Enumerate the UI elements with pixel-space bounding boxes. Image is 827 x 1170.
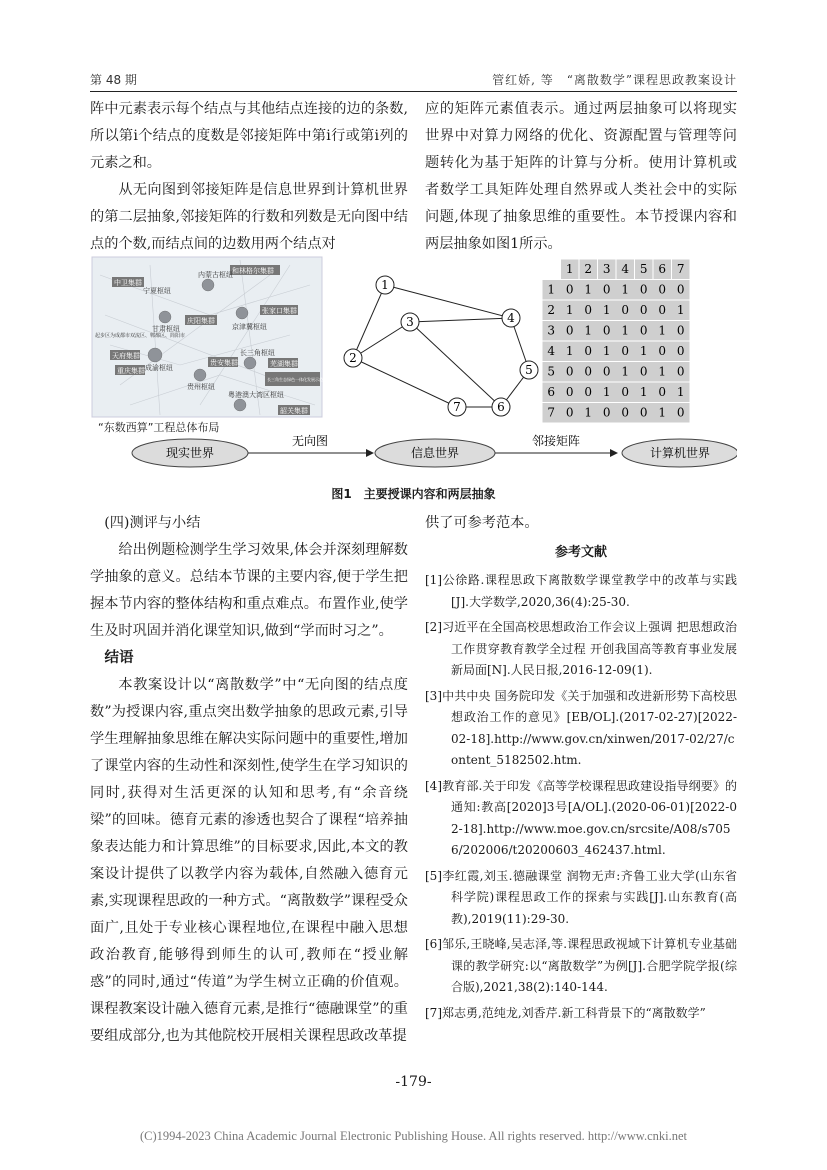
matrix-cell: 1 [676,385,685,399]
reference-item: [7]郑志勇,范纯龙,刘香芹.新工科背景下的“离散数学” [425,1005,706,1020]
label-yangtze: 长三角枢纽 [240,349,275,357]
matrix-cell: 0 [658,282,667,297]
label-jingjinji: 京津冀枢纽 [232,323,267,331]
right-bottom-column [425,510,737,1028]
matrix-row [542,341,690,362]
matrix-cell: 1 [565,344,574,358]
matrix-cell: 1 [639,344,648,358]
page-number: -179- [395,1074,432,1090]
matrix-header-label: 2 [584,262,593,276]
matrix-row-label: 5 [547,364,556,379]
reference-item: [5]李红霞,刘玉.德融课堂 润物无声:齐鲁工业大学(山东省科学院)课程思政工作的探索与实践[J].山东教育(高教),2019(11):29-30. [425,868,737,926]
hub-gba [234,399,246,411]
matrix-cell: 1 [621,364,630,379]
adjacency-matrix [542,259,690,423]
matrix-row [542,362,690,383]
matrix-header-label: 7 [676,262,685,276]
matrix-cell: 0 [639,323,648,338]
matrix-cell: 1 [602,303,611,317]
computer-world-label: 计算机世界 [649,446,711,460]
matrix-cell: 0 [602,323,611,338]
conclusion-heading: 结语 [104,650,134,666]
matrix-row [542,382,690,403]
matrix-cell: 0 [584,364,593,379]
matrix-cell: 0 [639,364,648,379]
reference-item: [1]公徐路.课程思政下离散数学课堂教学中的改革与实践[J].大学数学,2020,36(4):25-30. [425,573,737,609]
matrix-cell: 0 [584,344,593,358]
label-ningxia: 宁夏枢纽 [143,287,171,295]
svg-text:6: 6 [497,400,505,414]
matrix-cell: 0 [621,405,630,420]
label-inner-mongolia: 内蒙古枢纽 [198,271,233,279]
edge-1-2 [353,285,385,358]
matrix-cell: 0 [565,405,574,420]
matrix-cell: 0 [658,303,667,317]
graph-node [401,313,419,331]
section-4-heading: (四)测评与小结 [104,515,201,531]
matrix-cell: 0 [676,344,685,358]
matrix-cell: 0 [565,364,574,379]
hub-gansu [159,311,171,323]
map-caption: “东数西算”工程总体布局 [98,421,220,434]
matrix-row [542,321,690,342]
graph-edges [353,285,529,407]
label-shaoguan: 韶关集群 [280,407,308,415]
label-zhongwei: 中卫集群 [114,279,142,287]
matrix-cell: 0 [639,282,648,297]
matrix-cell: 0 [584,385,593,399]
real-world-label: 现实世界 [165,446,215,460]
graph-node [502,309,520,327]
label-yangtze-demo: 长三角生态绿色一体化发展示范区集群 [267,377,335,382]
matrix-header-label: 4 [621,262,630,276]
paragraph-second-abstraction: 从无向图到邻接矩阵是信息世界到计算机世界的第二层抽象,邻接矩阵的行数和列数是无向图中结点的个数,而结点间的边数用两个结点对 [90,182,408,252]
left-bottom-column [90,510,408,1050]
svg-text:7: 7 [453,400,461,414]
matrix-cell: 0 [602,364,611,379]
matrix-cell: 0 [565,282,574,297]
matrix-header-label: 3 [602,262,611,276]
matrix-cell: 1 [621,282,630,297]
figure-1 [90,255,737,470]
matrix-row-label: 3 [547,323,556,338]
matrix-row-label: 6 [547,385,556,399]
matrix-cell: 0 [565,385,574,399]
hub-inner-mongolia [202,279,214,291]
figure-caption: 图1 主要授课内容和两层抽象 [331,487,496,501]
label-chongqing: 重庆集群 [117,367,145,375]
copyright-footer: (C)1994-2023 China Academic Journal Electronic Publishing House. All rights reserved. http://www.cnki.net [139,1129,687,1143]
right-top-column [425,96,737,258]
matrix-cell: 1 [602,385,611,399]
matrix-cell: 0 [621,385,630,399]
matrix-header-label: 1 [565,262,574,276]
matrix-cell: 0 [676,282,685,297]
matrix-cell: 1 [658,405,667,420]
label-gansu: 甘肃枢纽 [152,325,180,333]
reference-item: [2]习近平在全国高校思想政治工作会议上强调 把思想政治工作贯穿教育教学全过程 开创我国高等教育事业发展新局面[N].人民日报,2016-12-09(1). [425,620,737,677]
header-rule [90,91,737,92]
running-title: 管红娇, 等 “离散数学”课程思政教案设计 [492,73,737,87]
matrix-cell: 0 [602,282,611,297]
svg-text:2: 2 [349,351,357,365]
matrix-header-label: 6 [658,262,667,276]
matrix-cell: 1 [676,303,685,317]
edge-3-4 [410,318,511,322]
matrix-cell: 1 [621,323,630,338]
issue-number: 第 48 期 [90,73,137,87]
label-qingyang: 庆阳集群 [187,317,215,325]
matrix-row-label: 4 [547,344,556,358]
figure-svg [90,255,737,470]
label-zhangjiakou: 张家口集群 [262,307,297,315]
matrix-header-label: 5 [639,262,648,276]
matrix-row-label: 7 [547,405,556,420]
graph-node [492,398,510,416]
label-chengyu: 成渝枢纽 [145,364,173,372]
hub-yangtze [244,357,256,369]
left-top-column [90,96,408,258]
graph-node [448,398,466,416]
matrix-cell: 1 [602,344,611,358]
matrix-cell: 0 [621,303,630,317]
matrix-row [542,280,690,301]
matrix-cell: 1 [584,282,593,297]
east-data-west-computing-map [92,257,335,434]
edge-1-4 [385,285,511,318]
matrix-cell: 1 [565,303,574,317]
info-world-label: 信息世界 [410,446,460,460]
label-gba: 粤港澳大湾区枢纽 [228,391,284,399]
abstraction-flow [132,433,737,467]
graph-nodes [344,276,538,416]
conclusion-body: 本教案设计以“离散数学”中“无向图的结点度数”为授课内容,重点突出数学抽象的思政元素,引导学生理解抽象思维在解决实际问题中的重要性,增加了课堂内容的生动性和深刻性,使学生在学习知识的同时,获得对生活更深的认知和思考,有“余音绕梁”的回味。德育元素的渗透也契合了课程“培养抽象表达能力和计算思维”的目标要求,因此,本文的教案设计提供了以教学内容为载体,自然融入德育元素,实现课程思政的一种方式。“离散数学”课程受众面广,且处于专业核心课程地位,在课程中融入思想政治教育,能够得到师生的认可,教师在“授业解惑”的同时,通过“传道”为学生树立正确的价值观。课程教案设计融入德育元素,是推行“德融课堂”的重要组成部分,也为其他院校开展相关课程思政改革提 [90,677,408,1044]
matrix-cell: 0 [676,323,685,338]
svg-text:1: 1 [381,278,389,292]
svg-text:5: 5 [525,363,533,377]
conclusion-continuation: 供了可参考范本。 [425,515,539,531]
arrow2-label: 邻接矩阵 [531,434,581,448]
edge-3-6 [410,322,501,407]
matrix-row [542,300,690,321]
label-helingeer: 和林格尔集群 [232,267,274,275]
edge-2-3 [353,322,410,358]
label-tianfu: 天府集群 [112,352,140,360]
graph-node [376,276,394,294]
svg-text:3: 3 [406,315,414,329]
arrow1-label: 无向图 [291,434,329,448]
hub-jingjinji [236,307,248,319]
matrix-cell: 0 [676,405,685,420]
paragraph-matrix-continuation: 应的矩阵元素值表示。通过两层抽象可以将现实世界中对算力网络的优化、资源配置与管理等问题转化为基于矩阵的计算与分析。使用计算机或者数学工具矩阵处理自然界或人类社会中的实际问题,体现了抽象思维的重要性。本节授课内容和两层抽象如图1所示。 [425,101,737,252]
matrix-row-label: 2 [547,303,556,317]
label-guian: 贵安集群 [210,359,238,367]
reference-item: [3]中共中央 国务院印发《关于加强和改进新形势下高校思想政治工作的意见》[EB/OL].(2017-02-27)[2022-02-18].http://www.gov.cn/xinwen/2017-02/27/content_5182502.htm. [425,688,737,767]
matrix-cell: 0 [639,405,648,420]
edge-2-7 [353,358,457,407]
matrix-cell: 0 [676,364,685,379]
matrix-cell: 1 [584,323,593,338]
matrix-cell: 1 [639,385,648,399]
matrix-cell: 0 [639,303,648,317]
graph-node [520,361,538,379]
matrix-cell: 1 [658,323,667,338]
svg-text:4: 4 [507,311,515,325]
matrix-cell: 0 [658,385,667,399]
matrix-cell: 0 [602,405,611,420]
reference-item: [4]教育部.关于印发《高等学校课程思政建设指导纲要》的通知:教高[2020]3号[A/OL].(2020-06-01)[2022-02-18].http://www.moe.gov.cn/srcsite/A08/s7056/202006/t20200603_462437.html. [425,778,737,857]
references-heading: 参考文献 [554,545,607,560]
hub-guizhou [194,369,206,381]
label-wuhu: 芜湖集群 [270,360,298,368]
matrix-cell: 0 [621,344,630,358]
matrix-cell: 0 [658,344,667,358]
section-4-body: 给出例题检测学生学习效果,体会并深刻理解数学抽象的意义。总结本节课的主要内容,便于学生把握本节内容的整体结构和重点难点。布置作业,使学生及时巩固并消化课堂知识,做到“学而时习之”。 [90,542,408,639]
matrix-cell: 1 [658,364,667,379]
matrix-cell: 0 [584,303,593,317]
matrix-row [542,403,690,424]
reference-item: [6]邹乐,王晓峰,吴志泽,等.课程思政视域下计算机专业基础课的教学研究:以“离散数学”为例[J].合肥学院学报(综合版),2021,38(2):140-144. [425,937,737,994]
label-chengdu-start: 起步区为成都市双流区、郫都区、简阳市 [95,333,186,339]
undirected-graph [344,276,538,416]
running-header [90,71,737,91]
matrix-row-label: 1 [547,282,556,297]
label-guizhou: 贵州枢纽 [187,383,215,391]
paragraph-degree: 阵中元素表示每个结点与其他结点连接的边的条数,所以第i个结点的度数是邻接矩阵中第i行或第i列的元素之和。 [90,101,408,171]
matrix-cell: 0 [565,323,574,338]
graph-node [344,349,362,367]
matrix-cell: 1 [584,405,593,420]
hub-chengyu [148,348,162,362]
